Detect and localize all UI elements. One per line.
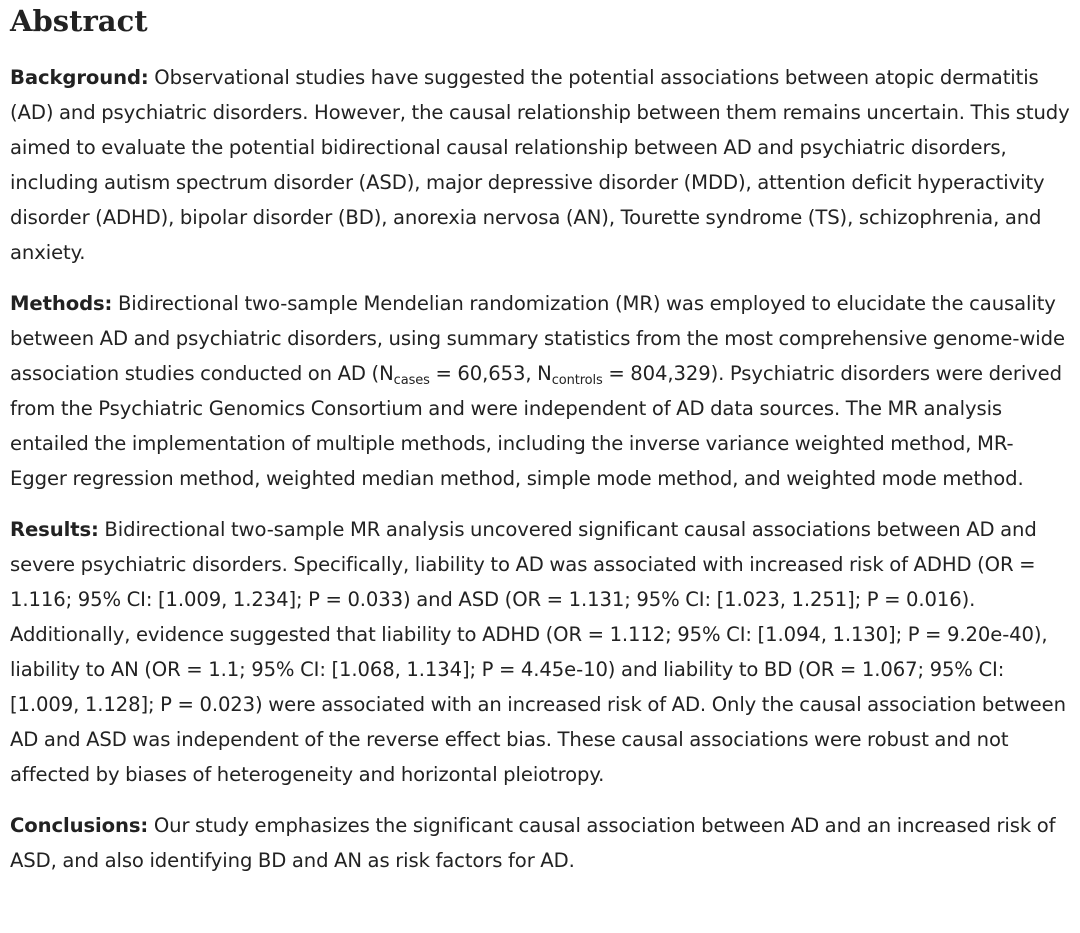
abstract-heading: Abstract	[10, 4, 148, 38]
subscript-cases: cases	[393, 373, 430, 388]
conclusions-text: Our study emphasizes the significant causal association between AD and an increased risk of ASD, and also identifying BD and AN as risk factors for AD.	[10, 814, 1056, 872]
methods-text-2: = 60,653, N	[429, 362, 552, 385]
subscript-controls: controls	[551, 373, 603, 388]
methods-paragraph	[10, 286, 1070, 496]
background-label: Background:	[10, 66, 149, 89]
conclusions-label: Conclusions:	[10, 814, 149, 837]
conclusions-paragraph	[10, 808, 1070, 878]
methods-text-1: Bidirectional two-sample Mendelian randomization (MR) was employed to elucidate the causality between AD and psychiatric disorders, using summary statistics from the most comprehensive genome-wide association studies conducted on AD (N	[10, 292, 1065, 385]
methods-text-3: = 804,329). Psychiatric disorders were derived from the Psychiatric Genomics Consortium and were independent of AD data sources. The MR analysis entailed the implementation of multiple methods, including the inverse variance weighted method, MR-Egger regression method, weighted median method, simple mode method, and weighted mode method.	[10, 362, 1062, 490]
results-text: Bidirectional two-sample MR analysis uncovered significant causal associations between AD and severe psychiatric disorders. Specifically, liability to AD was associated with increased risk of ADHD (OR = 1.116; 95% CI: [1.009, 1.234]; P = 0.033) and ASD (OR = 1.131; 95% CI: [1.023, 1.251]; P = 0.016). Additionally, evidence suggested that liability to ADHD (OR = 1.112; 95% CI: [1.094, 1.130]; P = 9.20e-40), liability to AN (OR = 1.1; 95% CI: [1.068, 1.134]; P = 4.45e-10) and liability to BD (OR = 1.067; 95% CI: [1.009, 1.128]; P = 0.023) were associated with an increased risk of AD. Only the causal association between AD and ASD was independent of the reverse effect bias. These causal associations were robust and not affected by biases of heterogeneity and horizontal pleiotropy.	[10, 518, 1066, 786]
background-paragraph	[10, 60, 1070, 270]
results-paragraph	[10, 512, 1070, 792]
methods-label: Methods:	[10, 292, 113, 315]
results-label: Results:	[10, 518, 99, 541]
background-text: Observational studies have suggested the potential associations between atopic dermatitis (AD) and psychiatric disorders. However, the causal relationship between them remains uncertain. This study aimed to evaluate the potential bidirectional causal relationship between AD and psychiatric disorders, including autism spectrum disorder (ASD), major depressive disorder (MDD), attention deficit hyperactivity disorder (ADHD), bipolar disorder (BD), anorexia nervosa (AN), Tourette syndrome (TS), schizophrenia, and anxiety.	[10, 66, 1070, 264]
